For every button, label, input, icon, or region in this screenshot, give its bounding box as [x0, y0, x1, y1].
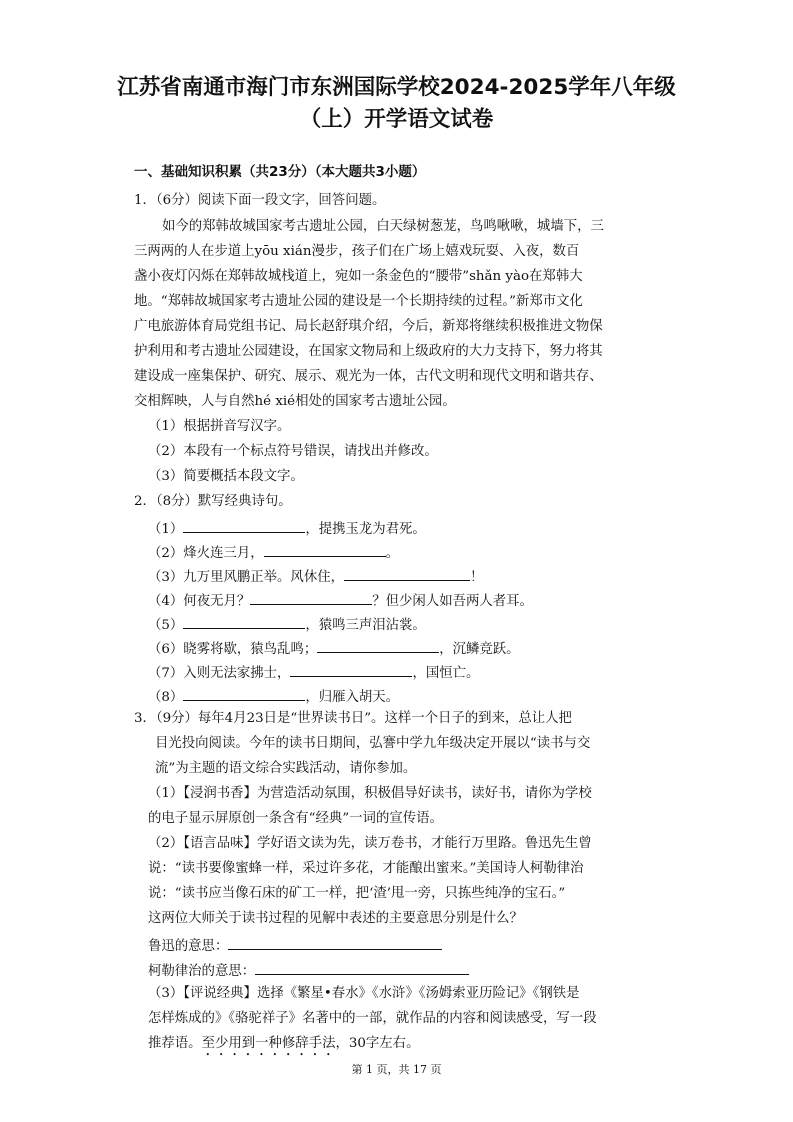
answer-blank[interactable]	[290, 662, 412, 677]
q1-passage-line-8: 交相辉映，人与自然hé xié相处的国家考古遗址公园。	[134, 394, 456, 409]
q3-line-2: 目光投向阅读。今年的读书日期间，弘謇中学九年级决定开展以“读书与交	[155, 736, 591, 751]
q2-item-2-post: 。	[385, 546, 400, 561]
q2-item-2	[148, 542, 399, 563]
answer-blank[interactable]	[250, 590, 372, 605]
q3-sub2-line-3: 说：“读书应当像石床的矿工一样，把‘渣’甩一旁，只拣些纯净的宝石。”	[148, 886, 566, 901]
q1-passage-line-4: 地。“郑韩故城国家考古遗址公园的建设是一个长期持续的过程。”新郑市文化	[134, 294, 583, 309]
q2-item-1	[148, 518, 426, 539]
q2-item-7-pre: （7）入则无法家拂士，	[148, 666, 291, 681]
q2-item-5-post: ，猿鸣三声泪沾裳。	[305, 618, 426, 633]
q2-item-7-post: ，国恒亡。	[412, 666, 480, 681]
q3-sub2-line-4: 这两位大师关于读书过程的见解中表述的主要意思分别是什么？	[148, 911, 523, 926]
q1-passage-line-2: 三两两的人在步道上yōu xián漫步，孩子们在广场上嬉戏玩耍、入夜，数百	[134, 244, 580, 259]
q1-sub-2: （2）本段有一个标点符号错误，请找出并修改。	[148, 444, 438, 459]
q3-kelvzhi-answer	[148, 960, 469, 981]
q1-sub-1: （1）根据拼音写汉字。	[148, 419, 291, 434]
sub3-part-a: 推荐语。	[148, 1036, 202, 1051]
answer-blank[interactable]	[344, 566, 470, 581]
q2-item-6	[148, 638, 520, 659]
q1-passage-line-7: 建设成一座集保护、研究、展示、观光为一体，古代文明和现代文明和谐共存、	[134, 369, 603, 384]
q1-passage-line-1: 如今的郑韩故城国家考古遗址公园，白天绿树葱茏，鸟鸣啾啾，城墙下，三	[162, 219, 604, 234]
q2-item-5	[148, 614, 426, 635]
answer-blank[interactable]	[183, 614, 305, 629]
q1-passage-line-5: 广电旅游体育局党组书记、局长赵舒琪介绍，今后，新郑将继续积极推进文物保	[134, 319, 603, 334]
q1-heading: 1．（6分）阅读下面一段文字，回答问题。	[134, 193, 386, 208]
answer-blank[interactable]	[264, 542, 386, 557]
answer-blank[interactable]	[183, 518, 305, 533]
q2-item-8-post: ，归雁入胡天。	[305, 690, 400, 705]
answer-blank[interactable]	[255, 960, 469, 975]
sub3-part-b-emphasis: 至少用到一种修辞手法	[201, 1036, 336, 1051]
paper-title	[70, 72, 723, 136]
title-line-2: （上）开学语文试卷	[299, 107, 494, 132]
q3-sub3-line-1: （3）【评说经典】选择《繁星•春水》《水浒》《汤姆索亚历险记》《钢铁是	[148, 986, 580, 1001]
q2-item-7	[148, 662, 479, 683]
q2-item-2-pre: （2）烽火连三月，	[148, 546, 264, 561]
q3-sub3-line-3	[148, 1035, 419, 1059]
q2-item-3	[148, 566, 483, 587]
q3-sub3-line-2: 怎样炼成的》《骆驼祥子》名著中的一部，就作品的内容和阅读感受，写一段	[148, 1011, 597, 1026]
q3-line-1: 3．（9分）每年4月23日是“世界读书日”。这样一个日子的到来，总让人把	[134, 711, 572, 726]
q2-item-6-pre: （6）晓雾将歇，猿鸟乱鸣；	[148, 642, 318, 657]
q3-sub1-line-1: （1）【浸润书香】为营造活动氛围，积极倡导好读书，读好书，请你为学校	[148, 786, 592, 801]
luxun-label: 鲁迅的意思：	[148, 939, 229, 954]
q2-item-3-pre: （3）九万里风鹏正举。风休住，	[148, 570, 344, 585]
q2-item-4-pre: （4）何夜无月？	[148, 594, 251, 609]
answer-blank[interactable]	[317, 638, 439, 653]
q2-item-1-post: ，提携玉龙为君死。	[305, 522, 426, 537]
q2-item-8	[148, 686, 399, 707]
q1-passage-line-3: 盏小夜灯闪烁在郑韩故城栈道上，宛如一条金色的“腰带”shǎn yào在郑韩大	[134, 269, 583, 284]
answer-blank[interactable]	[183, 686, 305, 701]
q1-passage-line-6: 护利用和考古遗址公园建设，在国家文物局和上级政府的大力支持下，努力将其	[134, 344, 603, 359]
q2-heading: 2．（8分）默写经典诗句。	[134, 494, 292, 509]
q3-sub2-line-1: （2）【语言品味】学好语文读为先，读万卷书，才能行万里路。鲁迅先生曾	[148, 836, 592, 851]
section-heading: 一、基础知识积累（共23分）（本大题共3小题）	[134, 164, 426, 180]
q2-item-4	[148, 590, 533, 611]
q1-sub-3: （3）简要概括本段文字。	[148, 469, 304, 484]
answer-blank[interactable]	[228, 935, 442, 950]
q3-line-3: 流”为主题的语文综合实践活动，请你参加。	[155, 761, 417, 776]
sub3-part-c: ，30字左右。	[335, 1036, 420, 1051]
page-footer: 第 1 页，共 17 页	[351, 1063, 442, 1076]
q2-item-8-pre: （8）	[148, 690, 184, 705]
q2-item-3-post: ！	[470, 570, 484, 585]
q2-item-6-post: ，沉鳞竞跃。	[439, 642, 520, 657]
q2-item-4-post: ？但少闲人如吾两人者耳。	[372, 594, 533, 609]
kelvzhi-label: 柯勒律治的意思：	[148, 964, 256, 979]
q3-luxun-answer	[148, 935, 442, 956]
q2-item-5-pre: （5）	[148, 618, 184, 633]
title-line-1: 江苏省南通市海门市东洲国际学校2024-2025学年八年级	[117, 75, 676, 100]
q3-sub2-line-2: 说：“读书要像蜜蜂一样，采过许多花，才能酿出蜜来。”美国诗人柯勒律治	[148, 861, 584, 876]
q3-sub1-line-2: 的电子显示屏原创一条含有“经典”一词的宣传语。	[148, 811, 443, 826]
q2-item-1-pre: （1）	[148, 522, 184, 537]
